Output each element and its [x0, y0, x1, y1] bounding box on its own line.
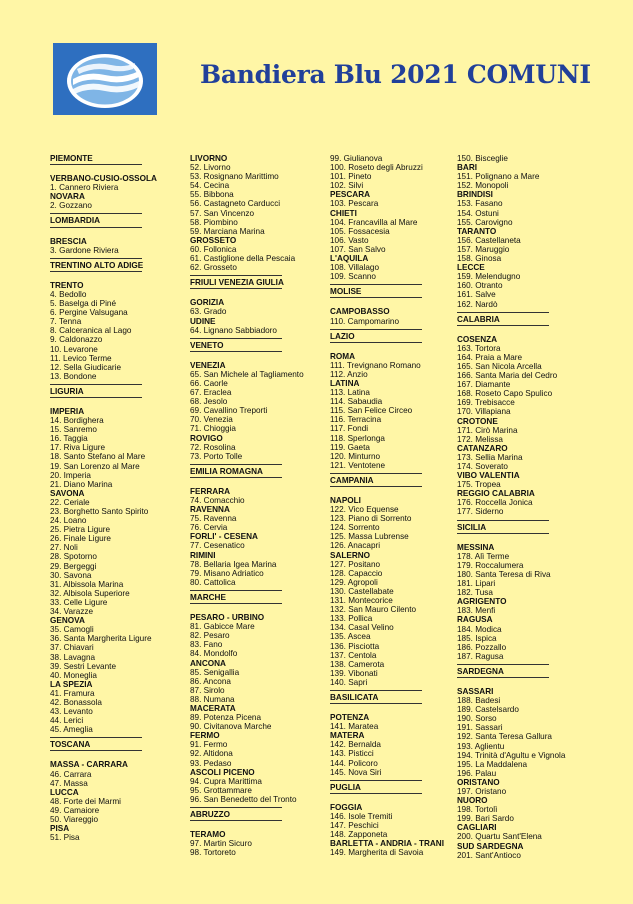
municipality-item: 41. Framura — [50, 688, 95, 698]
municipality-item: 87. Sirolo — [190, 685, 225, 695]
municipality-item: 96. San Benedetto del Tronto — [190, 794, 297, 804]
municipality-item: 191. Sassari — [457, 723, 503, 733]
province-heading: RIMINI — [190, 550, 216, 560]
municipality-item: 101. Pineto — [330, 172, 372, 182]
municipality-item: 99. Giulianova — [330, 154, 383, 163]
province-heading: FERRARA — [190, 486, 231, 496]
municipality-item: 23. Borghetto Santo Spirito — [50, 507, 149, 516]
municipality-item: 163. Tortora — [457, 343, 501, 353]
region-heading: CALABRIA — [457, 315, 565, 326]
municipality-item: 134. Casal Velino — [330, 623, 394, 633]
municipality-item: 35. Camogli — [50, 625, 94, 635]
municipality-item: 110. Campomarino — [330, 316, 400, 326]
municipality-item: 93. Pedaso — [190, 758, 232, 768]
municipality-item: 16. Taggia — [50, 434, 88, 444]
province-heading: ORISTANO — [457, 777, 500, 787]
municipality-item: 161. Salve — [457, 290, 496, 300]
province-heading: POTENZA — [330, 713, 370, 723]
region-heading: MARCHE — [190, 593, 304, 604]
municipality-item: 59. Marciana Marina — [190, 226, 265, 236]
municipality-item: 44. Lerici — [50, 716, 84, 726]
municipality-item: 94. Cupra Marittima — [190, 776, 262, 786]
municipality-item: 17. Riva Ligure — [50, 443, 106, 453]
municipality-item: 11. Levico Terme — [50, 353, 112, 363]
municipality-item: 103. Pescara — [330, 199, 379, 209]
municipality-item: 29. Bergeggi — [50, 561, 97, 571]
province-heading: CROTONE — [457, 416, 498, 426]
municipality-item: 25. Pietra Ligure — [50, 525, 111, 535]
municipality-item: 18. Santo Stefano al Mare — [50, 452, 146, 462]
municipality-item: 39. Sestri Levante — [50, 661, 116, 671]
municipality-item: 138. Camerota — [330, 659, 385, 669]
municipality-item: 63. Grado — [190, 307, 227, 317]
column-1 — [50, 154, 157, 842]
municipality-item: 95. Grottammare — [190, 785, 252, 795]
municipality-item: 40. Moneglia — [50, 670, 97, 680]
province-heading: NAPOLI — [330, 496, 361, 505]
province-heading: GROSSETO — [190, 235, 237, 245]
province-heading: PISA — [50, 824, 70, 834]
region-heading: ABRUZZO — [190, 810, 304, 821]
municipality-item: 112. Anzio — [330, 369, 368, 379]
municipality-item: 188. Badesi — [457, 696, 501, 706]
municipality-item: 100. Roseto degli Abruzzi — [330, 163, 423, 173]
municipality-item: 117. Fondi — [330, 424, 369, 434]
municipality-item: 32. Albisola Superiore — [50, 588, 130, 598]
municipality-item: 2. Gozzano — [50, 201, 92, 211]
municipality-item: 49. Camaiore — [50, 805, 100, 815]
municipality-item: 151. Polignano a Mare — [457, 172, 540, 182]
municipality-item: 4. Bedollo — [50, 289, 87, 299]
municipality-item: 185. Ispica — [457, 633, 497, 643]
region-heading: MOLISE — [330, 287, 444, 298]
province-heading: ANCONA — [190, 658, 226, 668]
municipality-item: 173. Sellia Marina — [457, 452, 523, 462]
region-heading: CAMPANIA — [330, 476, 444, 487]
province-heading: PESARO - URBINO — [190, 613, 265, 623]
page-title: Bandiera Blu 2021 COMUNI — [200, 60, 591, 89]
province-heading: AGRIGENTO — [457, 597, 507, 607]
municipality-item: 69. Cavallino Treporti — [190, 406, 268, 416]
region-heading: BASILICATA — [330, 693, 444, 704]
municipality-item: 13. Bondone — [50, 371, 97, 381]
municipality-item: 42. Bonassola — [50, 697, 102, 707]
municipality-item: 130. Castellabate — [330, 586, 394, 596]
region-heading: TRENTINO ALTO ADIGE — [50, 261, 157, 272]
blue-flag-logo — [53, 43, 157, 115]
province-heading: VERBANO-CUSIO-OSSOLA — [50, 174, 157, 184]
municipality-item: 120. Minturno — [330, 451, 381, 461]
column-3 — [330, 154, 444, 857]
municipality-item: 164. Praia a Mare — [457, 352, 523, 362]
municipality-item: 104. Francavilla al Mare — [330, 217, 418, 227]
municipality-item: 82. Pesaro — [190, 631, 230, 641]
municipality-item: 167. Diamante — [457, 380, 511, 390]
municipality-item: 127. Positano — [330, 559, 381, 569]
municipality-item: 77. Cesenatico — [190, 541, 245, 551]
municipality-item: 36. Santa Margherita Ligure — [50, 634, 152, 644]
municipality-item: 38. Lavagna — [50, 652, 96, 662]
province-heading: LUCCA — [50, 787, 79, 797]
municipality-item: 98. Tortoreto — [190, 848, 236, 858]
province-heading: MATERA — [330, 731, 365, 741]
municipality-item: 66. Caorle — [190, 378, 228, 388]
municipality-item: 61. Castiglione della Pescaia — [190, 254, 296, 264]
province-heading: ASCOLI PICENO — [190, 767, 255, 777]
municipality-item: 115. San Felice Circeo — [330, 406, 413, 416]
municipality-item: 122. Vico Equense — [330, 505, 399, 515]
municipality-item: 159. Melendugno — [457, 272, 521, 282]
municipality-item: 123. Piano di Sorrento — [330, 514, 412, 524]
municipality-item: 109. Scanno — [330, 272, 376, 282]
municipality-item: 194. Trinità d'Agultu e Vignola — [457, 750, 566, 760]
municipality-item: 183. Menfi — [457, 606, 496, 616]
province-heading: CAGLIARI — [457, 823, 497, 833]
municipalities-list — [0, 154, 633, 894]
municipality-item: 65. San Michele al Tagliamento — [190, 369, 304, 379]
province-heading: MASSA - CARRARA — [50, 760, 128, 770]
municipality-item: 5. Baselga di Piné — [50, 299, 116, 309]
municipality-item: 197. Oristano — [457, 787, 507, 796]
municipality-item: 62. Grosseto — [190, 263, 237, 273]
province-heading: CHIETI — [330, 208, 357, 218]
municipality-item: 9. Caldonazzo — [50, 335, 103, 345]
municipality-item: 172. Melissa — [457, 434, 503, 444]
province-heading: BARLETTA - ANDRIA - TRANI — [330, 839, 444, 849]
municipality-item: 155. Carovigno — [457, 217, 513, 227]
province-heading: MESSINA — [457, 542, 495, 552]
municipality-item: 118. Sperlonga — [330, 433, 385, 443]
municipality-item: 60. Follonica — [190, 244, 237, 254]
blue-flag-icon — [53, 43, 157, 115]
province-heading: NOVARA — [50, 192, 85, 202]
municipality-item: 119. Gaeta — [330, 442, 370, 452]
municipality-item: 153. Fasano — [457, 199, 503, 209]
municipality-item: 51. Pisa — [50, 833, 80, 843]
municipality-item: 78. Bellaria Igea Marina — [190, 559, 277, 569]
municipality-item: 15. Sanremo — [50, 425, 97, 435]
municipality-item: 126. Anacapri — [330, 541, 381, 551]
municipality-item: 135. Ascea — [330, 632, 371, 642]
province-heading: BRINDISI — [457, 190, 493, 200]
municipality-item: 8. Calceranica al Lago — [50, 326, 132, 336]
municipality-item: 200. Quartu Sant'Elena — [457, 832, 542, 842]
region-heading: LIGURIA — [50, 387, 157, 398]
municipality-item: 7. Tenna — [50, 317, 82, 327]
municipality-item: 181. Lipari — [457, 579, 496, 589]
province-heading: UDINE — [190, 316, 216, 326]
municipality-item: 114. Sabaudia — [330, 397, 383, 407]
province-heading: VENEZIA — [190, 360, 226, 370]
municipality-item: 177. Siderno — [457, 507, 504, 517]
municipality-item: 64. Lignano Sabbiadoro — [190, 325, 277, 335]
municipality-item: 157. Maruggio — [457, 244, 510, 254]
province-heading: GORIZIA — [190, 298, 225, 308]
municipality-item: 46. Carrara — [50, 769, 92, 779]
municipality-item: 186. Pozzallo — [457, 642, 507, 652]
municipality-item: 52. Livorno — [190, 163, 231, 173]
municipality-item: 47. Massa — [50, 778, 88, 788]
municipality-item: 108. Villalago — [330, 263, 380, 273]
municipality-item: 67. Eraclea — [190, 388, 232, 398]
municipality-item: 37. Chiavari — [50, 643, 94, 653]
municipality-item: 74. Comacchio — [190, 496, 245, 505]
municipality-item: 176. Roccella Jonica — [457, 498, 533, 508]
municipality-item: 70. Venezia — [190, 415, 233, 425]
municipality-item: 45. Ameglia — [50, 725, 93, 735]
municipality-item: 90. Civitanova Marche — [190, 722, 272, 732]
region-heading: PUGLIA — [330, 783, 444, 794]
province-heading: COSENZA — [457, 334, 498, 344]
municipality-item: 149. Margherita di Savoia — [330, 848, 424, 858]
municipality-item: 105. Fossacesia — [330, 226, 390, 236]
region-heading: TOSCANA — [50, 740, 157, 751]
region-heading: PIEMONTE — [50, 154, 157, 165]
municipality-item: 12. Sella Giudicarie — [50, 362, 121, 372]
province-heading: SALERNO — [330, 550, 371, 560]
municipality-item: 174. Soverato — [457, 462, 508, 471]
municipality-item: 175. Tropea — [457, 480, 501, 490]
municipality-item: 137. Centola — [330, 650, 377, 660]
province-heading: RAGUSA — [457, 615, 493, 625]
municipality-item: 76. Cervia — [190, 523, 228, 533]
municipality-item: 84. Mondolfo — [190, 649, 238, 659]
municipality-item: 171. Cirò Marina — [457, 425, 518, 435]
municipality-item: 182. Tusa — [457, 588, 493, 598]
municipality-item: 140. Sapri — [330, 677, 368, 687]
province-heading: FORLI' - CESENA — [190, 532, 258, 542]
municipality-item: 26. Finale Ligure — [50, 534, 111, 544]
province-heading: FERMO — [190, 731, 220, 741]
municipality-item: 91. Fermo — [190, 740, 228, 750]
municipality-item: 57. San Vincenzo — [190, 208, 255, 218]
province-heading: VIBO VALENTIA — [457, 471, 520, 481]
province-heading: PESCARA — [330, 190, 371, 200]
province-heading: TERAMO — [190, 830, 226, 840]
municipality-item: 124. Sorrento — [330, 523, 380, 533]
region-heading: SICILIA — [457, 523, 565, 534]
municipality-item: 113. Latina — [330, 388, 370, 398]
municipality-item: 145. Nova Siri — [330, 767, 382, 777]
municipality-item: 166. Santa Maria del Cedro — [457, 371, 558, 381]
municipality-item: 147. Peschici — [330, 821, 379, 830]
municipality-item: 1. Cannero Riviera — [50, 183, 119, 193]
province-heading: IMPERIA — [50, 406, 85, 416]
municipality-item: 20. Imperia — [50, 470, 91, 480]
municipality-item: 198. Tortolì — [457, 805, 498, 815]
municipality-item: 54. Cecina — [190, 181, 230, 191]
municipality-item: 24. Loano — [50, 516, 87, 526]
municipality-item: 170. Villapiana — [457, 407, 511, 417]
region-heading: SARDEGNA — [457, 667, 565, 678]
region-heading: FRIULI VENEZIA GIULIA — [190, 278, 304, 289]
municipality-item: 143. Pisticci — [330, 749, 374, 759]
municipality-item: 56. Castagneto Carducci — [190, 199, 281, 209]
municipality-item: 14. Bordighera — [50, 416, 104, 426]
municipality-item: 10. Levarone — [50, 344, 98, 354]
municipality-item: 148. Zapponeta — [330, 830, 388, 840]
municipality-item: 72. Rosolina — [190, 442, 236, 452]
province-heading: FOGGIA — [330, 802, 363, 812]
municipality-item: 79. Misano Adriatico — [190, 568, 264, 578]
municipality-item: 139. Vibonati — [330, 668, 378, 678]
municipality-item: 21. Diano Marina — [50, 479, 113, 489]
municipality-item: 73. Porto Tolle — [190, 451, 243, 461]
municipality-item: 158. Ginosa — [457, 254, 502, 264]
province-heading: REGGIO CALABRIA — [457, 489, 535, 499]
municipality-item: 88. Numana — [190, 694, 235, 704]
municipality-item: 107. San Salvo — [330, 244, 386, 254]
province-heading: BARI — [457, 163, 478, 173]
municipality-item: 199. Bari Sardo — [457, 814, 514, 824]
municipality-item: 53. Rosignano Marittimo — [190, 172, 279, 182]
province-heading: GENOVA — [50, 616, 85, 626]
municipality-item: 86. Ancona — [190, 676, 231, 686]
municipality-item: 190. Sorso — [457, 714, 497, 724]
municipality-item: 169. Trebisacce — [457, 398, 515, 408]
municipality-item: 131. Montecorice — [330, 596, 393, 606]
municipality-item: 165. San Nicola Arcella — [457, 361, 542, 371]
municipality-item: 141. Maratea — [330, 722, 379, 732]
province-heading: CATANZARO — [457, 443, 508, 453]
municipality-item: 196. Palau — [457, 768, 497, 778]
region-heading: LOMBARDIA — [50, 216, 157, 227]
municipality-item: 201. Sant'Antioco — [457, 850, 521, 860]
municipality-item: 102. Silvi — [330, 181, 364, 191]
municipality-item: 156. Castellaneta — [457, 235, 521, 245]
municipality-item: 136. Pisciotta — [330, 641, 380, 651]
region-heading: EMILIA ROMAGNA — [190, 467, 304, 478]
province-heading: LATINA — [330, 378, 360, 388]
province-heading: BRESCIA — [50, 236, 87, 246]
municipality-item: 19. San Lorenzo al Mare — [50, 461, 140, 471]
municipality-item: 58. Piombino — [190, 217, 238, 227]
province-heading: SASSARI — [457, 686, 494, 696]
region-heading: LAZIO — [330, 332, 444, 343]
municipality-item: 146. Isole Tremiti — [330, 811, 393, 821]
column-2 — [190, 154, 304, 857]
municipality-item: 154. Ostuni — [457, 208, 499, 218]
municipality-item: 81. Gabicce Mare — [190, 622, 255, 632]
province-heading: TRENTO — [50, 280, 84, 290]
municipality-item: 180. Santa Teresa di Riva — [457, 569, 551, 579]
municipality-item: 187. Ragusa — [457, 651, 504, 661]
municipality-item: 133. Pollica — [330, 614, 373, 624]
municipality-item: 179. Roccalumera — [457, 560, 524, 570]
municipality-item: 30. Savona — [50, 570, 92, 580]
municipality-item: 129. Agropoli — [330, 577, 378, 587]
municipality-item: 150. Bisceglie — [457, 154, 508, 163]
province-heading: TARANTO — [457, 226, 497, 236]
municipality-item: 92. Altidona — [190, 749, 233, 759]
municipality-item: 195. La Maddalena — [457, 759, 528, 769]
municipality-item: 71. Chioggia — [190, 424, 236, 434]
municipality-item: 189. Castelsardo — [457, 705, 519, 715]
municipality-item: 55. Bibbona — [190, 190, 234, 200]
municipality-item: 22. Ceriale — [50, 497, 90, 507]
municipality-item: 193. Aglientu — [457, 741, 505, 751]
municipality-item: 132. San Mauro Cilento — [330, 605, 417, 615]
column-4 — [457, 154, 565, 860]
municipality-item: 50. Viareggio — [50, 815, 99, 824]
municipality-item: 142. Bernalda — [330, 740, 381, 750]
municipality-item: 125. Massa Lubrense — [330, 532, 409, 542]
municipality-item: 27. Noli — [50, 543, 78, 553]
municipality-item: 33. Celle Ligure — [50, 597, 108, 607]
province-heading: CAMPOBASSO — [330, 307, 390, 317]
province-heading: MACERATA — [190, 703, 236, 713]
municipality-item: 89. Potenza Picena — [190, 713, 262, 723]
municipality-item: 28. Spotorno — [50, 552, 97, 562]
municipality-item: 152. Monopoli — [457, 181, 509, 191]
municipality-item: 68. Jesolo — [190, 397, 228, 407]
municipality-item: 97. Martin Sicuro — [190, 839, 252, 849]
municipality-item: 116. Terracina — [330, 415, 382, 425]
province-heading: SAVONA — [50, 488, 85, 498]
province-heading: LIVORNO — [190, 154, 228, 163]
municipality-item: 48. Forte dei Marmi — [50, 796, 121, 806]
municipality-item: 144. Policoro — [330, 758, 378, 768]
municipality-item: 6. Pergine Valsugana — [50, 308, 128, 318]
municipality-item: 31. Albissola Marina — [50, 579, 124, 589]
province-heading: L'AQUILA — [330, 254, 369, 264]
municipality-item: 75. Ravenna — [190, 514, 237, 524]
municipality-item: 80. Cattolica — [190, 577, 236, 587]
municipality-item: 34. Varazze — [50, 607, 94, 617]
municipality-item: 83. Fano — [190, 640, 223, 650]
province-heading: RAVENNA — [190, 505, 230, 515]
region-heading: VENETO — [190, 341, 304, 352]
municipality-item: 111. Trevignano Romano — [330, 360, 421, 370]
province-heading: ROMA — [330, 351, 356, 361]
municipality-item: 160. Otranto — [457, 281, 503, 291]
province-heading: ROVIGO — [190, 433, 223, 443]
municipality-item: 178. Alì Terme — [457, 551, 510, 561]
municipality-item: 3. Gardone Riviera — [50, 245, 119, 255]
municipality-item: 184. Modica — [457, 624, 502, 634]
municipality-item: 85. Senigallia — [190, 667, 240, 677]
province-heading: LECCE — [457, 263, 485, 273]
municipality-item: 192. Santa Teresa Gallura — [457, 732, 552, 742]
municipality-item: 168. Roseto Capo Spulico — [457, 389, 553, 399]
municipality-item: 106. Vasto — [330, 235, 369, 245]
province-heading: SUD SARDEGNA — [457, 841, 524, 851]
province-heading: NUORO — [457, 796, 488, 806]
municipality-item: 128. Capaccio — [330, 568, 383, 578]
province-heading: LA SPEZIA — [50, 679, 93, 689]
municipality-item: 162. Nardò — [457, 299, 498, 309]
municipality-item: 43. Levanto — [50, 707, 93, 717]
municipality-item: 121. Ventotene — [330, 460, 386, 470]
